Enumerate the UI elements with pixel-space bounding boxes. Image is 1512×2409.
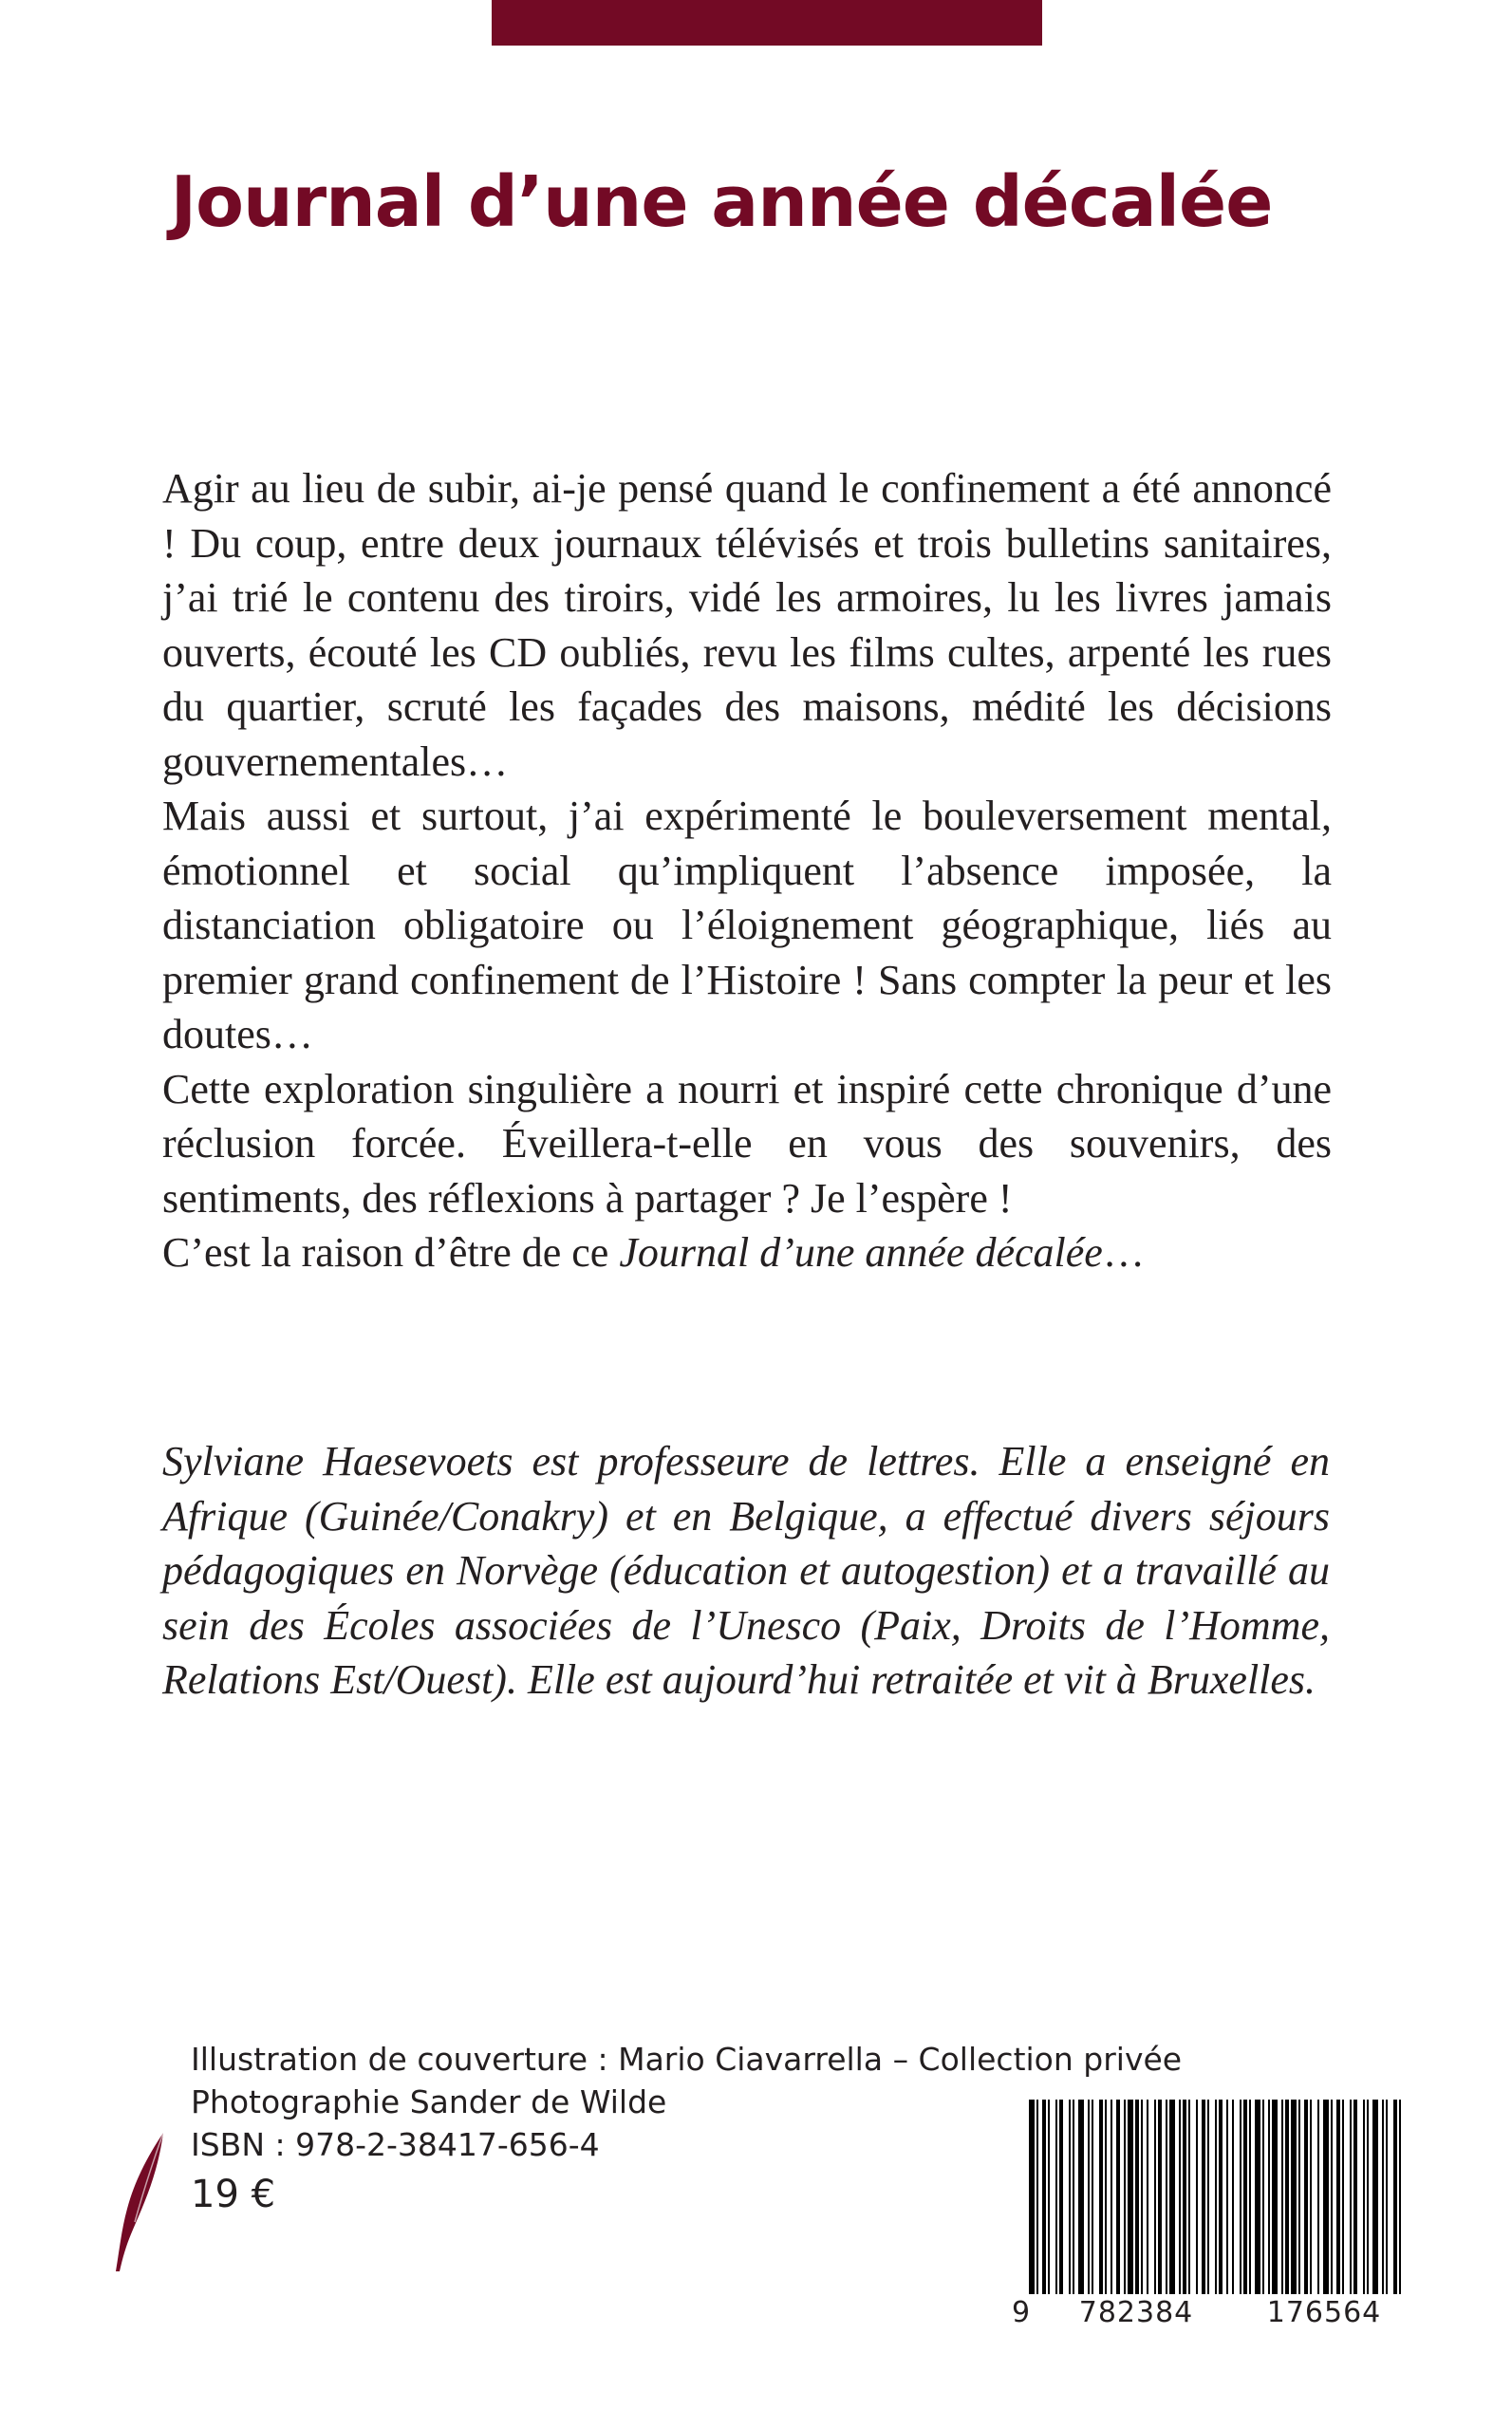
barcode-digit-group-2: 176564 [1266, 2296, 1382, 2329]
barcode-digit-group-1: 782384 [1078, 2296, 1194, 2329]
barcode-icon [1027, 2100, 1409, 2313]
barcode-digit-lead: 9 [1012, 2296, 1032, 2329]
isbn: ISBN : 978-2-38417-656-4 [191, 2126, 600, 2163]
blurb-closing-line [162, 1225, 1332, 1280]
book-title: Journal d’une année décalée [170, 161, 1273, 243]
author-bio-text: Sylviane Haesevoets est professeure de lettres. Elle a enseigné en Afrique (Guinée/Conakry) et en Belgique, a effectué divers séjours pédagogiques en Norvège (éducation et autogestion) et a travaillé au sein des Écoles associées de l’Unesco (Paix, Droits de l’Homme, Relations Est/Ouest). Elle est aujourd’hui retraitée et vit à Bruxelles. [162, 1438, 1330, 1703]
photo-credit: Photographie Sander de Wilde [191, 2083, 667, 2120]
blurb-paragraph: Agir au lieu de subir, ai-je pensé quand le confinement a été annoncé ! Du coup, entre deux journaux télévisés et trois bulletins sanitaires, j’ai trié le contenu des tiroirs, vidé les armoires, lu les livres jamais ouverts, écouté les CD oubliés, revu les films cultes, arpenté les rues du quartier, scruté les façades des maisons, médité les décisions gouvernementales… [162, 465, 1332, 785]
author-bio [162, 1434, 1330, 1708]
blurb-paragraph: Cette exploration singulière a nourri et inspiré cette chronique d’une réclusion forcée. Éveillera-t-elle en vous des souvenirs, des sentiments, des réflexions à partager ? Je l’espère ! [162, 1065, 1332, 1222]
back-cover-blurb [162, 461, 1332, 1280]
blurb-closing-title: Journal d’une année décalée [619, 1229, 1103, 1276]
blurb-closing-suffix: … [1102, 1229, 1145, 1276]
top-accent-bar [492, 0, 1042, 46]
illustration-credit: Illustration de couverture : Mario Ciavarrella – Collection privée [191, 2041, 1183, 2078]
blurb-paragraph: Mais aussi et surtout, j’ai expérimenté le bouleversement mental, émotionnel et social qu’impliquent l’absence imposée, la distanciation obligatoire ou l’éloignement géographique, liés au premier grand confinement de l’Histoire ! Sans compter la peur et les doutes… [162, 793, 1332, 1057]
blurb-closing-prefix: C’est la raison d’être de ce [162, 1229, 620, 1276]
feather-icon [106, 2131, 173, 2273]
price: 19 € [191, 2173, 276, 2216]
barcode-digits [1012, 2296, 1420, 2329]
